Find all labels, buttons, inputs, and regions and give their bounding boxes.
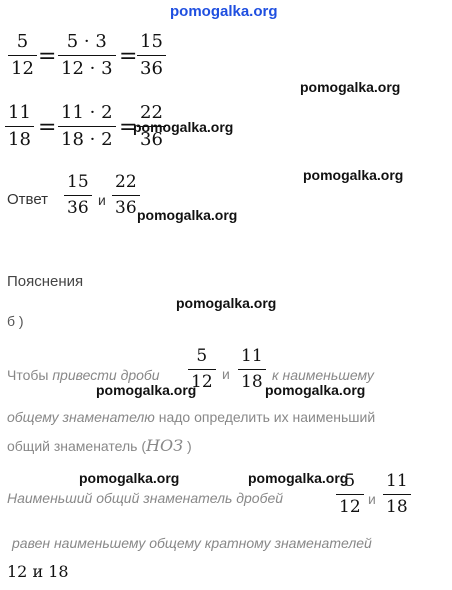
text-line-6: 12 и 18 — [7, 562, 69, 581]
equals-sign: = — [119, 115, 138, 140]
text-line-3: общий знаменатель (НОЗ ) — [7, 436, 192, 455]
text-line-1-end: к наименьшему — [272, 367, 374, 383]
fraction: 5 12 — [336, 473, 364, 516]
watermark: pomogalka.org — [137, 207, 238, 223]
equals-sign: = — [38, 115, 57, 140]
watermark: pomogalka.org — [176, 295, 277, 311]
conjunction: и — [98, 192, 106, 208]
explanation-heading: Пояснения — [7, 273, 84, 290]
fraction: 22 36 — [137, 104, 166, 149]
watermark: pomogalka.org — [303, 167, 404, 183]
watermark: pomogalka.org — [300, 79, 401, 95]
fraction: 15 36 — [64, 174, 92, 217]
fraction: 5 12 — [188, 348, 216, 391]
fraction: 22 36 — [112, 174, 140, 217]
conjunction: и — [222, 366, 230, 382]
answer-label: Ответ — [7, 191, 49, 208]
fraction: 11 18 — [238, 348, 266, 391]
fraction: 5 12 — [8, 33, 37, 78]
fraction: 11 · 2 18 · 2 — [58, 104, 116, 149]
fraction: 5 · 3 12 · 3 — [58, 33, 116, 78]
watermark: pomogalka.org — [79, 470, 180, 486]
watermark-top: pomogalka.org — [170, 3, 278, 20]
item-label: б ) — [7, 313, 24, 329]
watermark: pomogalka.org — [248, 470, 349, 486]
equals-sign: = — [119, 44, 138, 69]
watermark: pomogalka.org — [133, 119, 234, 135]
text-line-1: Чтобы привести дроби — [7, 367, 160, 383]
text-line-2: общему знаменателю надо определить их наименьший — [7, 409, 376, 425]
fraction: 11 18 — [383, 473, 411, 516]
watermark: pomogalka.org — [96, 382, 197, 398]
equals-sign: = — [38, 44, 57, 69]
text-line-4: Наименьший общий знаменатель дробей — [7, 490, 284, 506]
fraction: 15 36 — [137, 33, 166, 78]
text-line-5: равен наименьшему общему кратному знаменателей — [12, 535, 372, 551]
conjunction: и — [368, 491, 376, 507]
fraction: 11 18 — [5, 104, 34, 149]
watermark: pomogalka.org — [265, 382, 366, 398]
